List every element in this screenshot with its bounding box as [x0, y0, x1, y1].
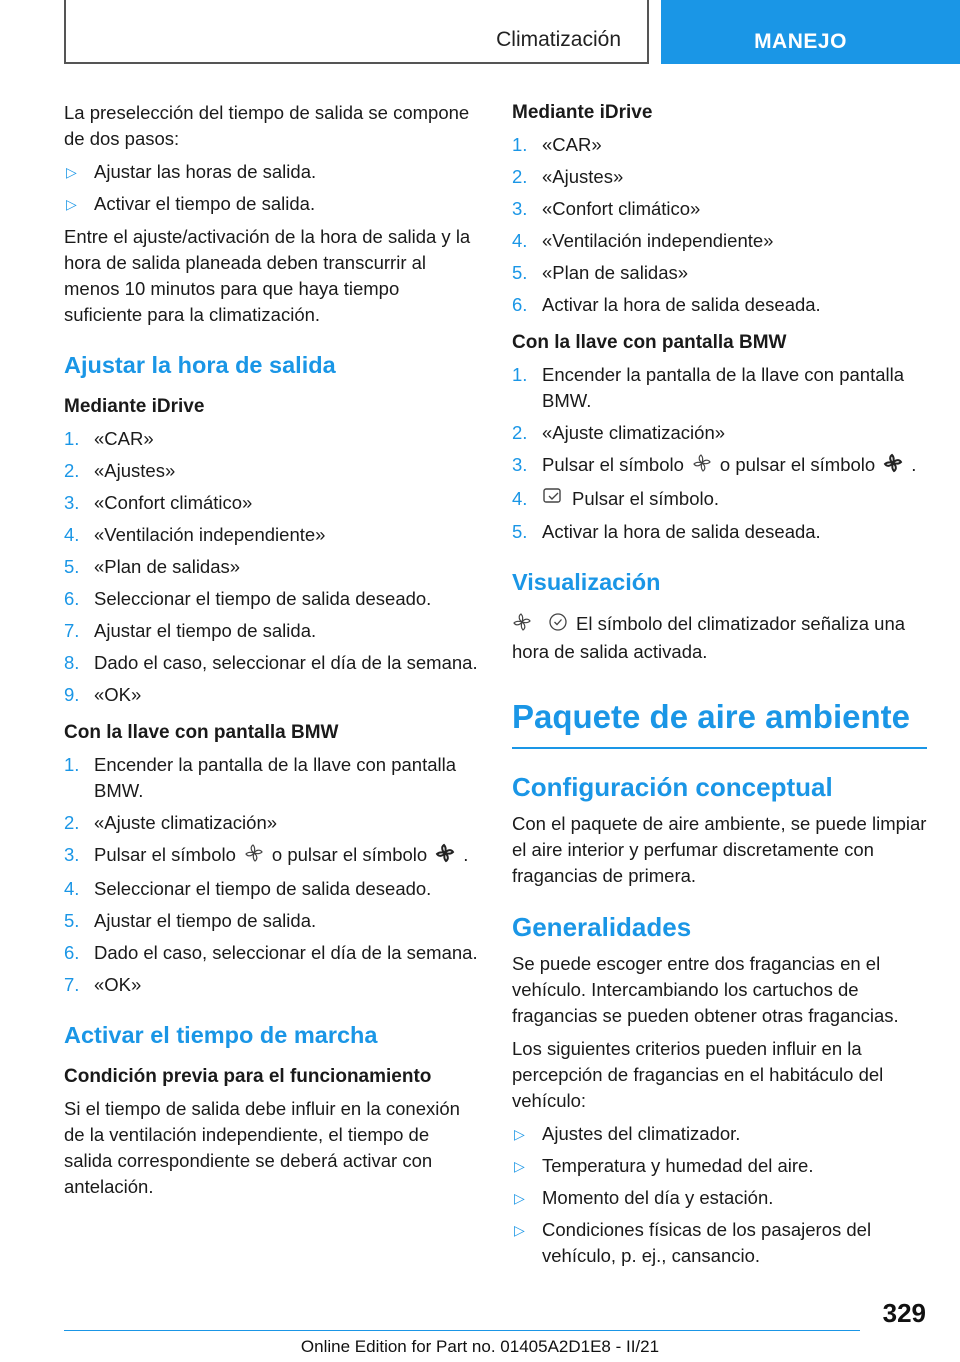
list-item: 4. Seleccionar el tiempo de salida deseado. — [64, 877, 432, 899]
subheading-idrive: Mediante iDrive — [512, 102, 653, 123]
bullet-triangle-icon: ▷ — [514, 1189, 525, 1206]
fan-icon — [692, 453, 712, 480]
key-display-icon — [542, 486, 564, 513]
concept-text: Con el paquete de aire ambiente, se puede limpiar el aire interior y perfumar discretamente con fragancias de primera. — [512, 812, 927, 886]
list-item: 8. Dado el caso, seleccionar el día de la semana. — [64, 652, 478, 673]
bullet-triangle-icon: ▷ — [66, 164, 77, 180]
list-item: 7. «OK» — [64, 973, 142, 995]
list-item: 1. «CAR» — [64, 428, 154, 449]
list-item: 9. «OK» — [64, 684, 142, 705]
subheading-prerequisite: Condición previa para el funcionamiento — [64, 1065, 432, 1087]
fan-bold-icon — [435, 843, 455, 870]
list-item: 5. «Plan de salidas» — [64, 556, 241, 577]
list-item: 6. Dado el caso, seleccionar el día de la semana. — [64, 941, 478, 963]
display-text: El símbolo del climatizador señaliza una hora de salida activada. — [512, 613, 906, 662]
key-steps — [512, 362, 927, 545]
fan-icon — [244, 843, 264, 870]
heading-display: Visualización — [512, 569, 661, 596]
key-steps — [64, 752, 479, 998]
subheading-key-display: Con la llave con pantalla BMW — [64, 722, 339, 743]
bullet-triangle-icon: ▷ — [514, 1221, 525, 1238]
list-item: ▷ Condiciones físicas de los pasajeros del vehículo, p. ej., cansancio. — [514, 1218, 872, 1266]
list-item: 3. «Confort climático» — [64, 492, 253, 513]
fan-icon — [512, 612, 532, 639]
list-item: ▷ Ajustes del climatizador. — [512, 1121, 927, 1147]
header-chapter-tab[interactable]: MANEJO — [661, 0, 960, 64]
subheading-idrive: Mediante iDrive — [64, 396, 205, 417]
list-item: 2. «Ajuste climatización» — [64, 812, 278, 833]
list-item: 1. Encender la pantalla de la llave con pantalla BMW. — [64, 754, 457, 801]
list-item: 3. «Confort climático» — [512, 198, 701, 219]
footer-divider — [64, 1330, 860, 1331]
criteria-bullets — [512, 1121, 927, 1269]
bullet-triangle-icon: ▷ — [66, 196, 77, 212]
list-item: 5. Ajustar el tiempo de salida. — [64, 909, 317, 931]
page-number: 329 — [882, 1298, 926, 1328]
heading-general: Generalidades — [512, 911, 692, 942]
subheading-key-display: Con la llave con pantalla BMW — [512, 332, 787, 353]
prerequisite-text: Si el tiempo de salida debe influir en la conexión de la ventilación independiente, el tiempo de salida correspondiente se deberá activar con antelación. — [64, 1097, 460, 1197]
list-item: ▷ Temperatura y humedad del aire. — [512, 1153, 927, 1179]
heading-concept: Configuración conceptual — [512, 771, 833, 802]
right-column — [512, 100, 927, 1276]
list-item: 6. Seleccionar el tiempo de salida deseado. — [64, 588, 432, 609]
list-item: 4. Pulsar el símbolo. — [512, 486, 927, 514]
list-item: 2. «Ajustes» — [512, 166, 624, 187]
general-text-2: Los siguientes criterios pueden influir en la percepción de fragancias en el habitáculo del vehículo: — [512, 1037, 884, 1111]
list-item: 1. «CAR» — [512, 134, 602, 155]
header-section-title: Climatización — [496, 28, 621, 51]
list-item: 2. «Ajuste climatización» — [512, 422, 726, 443]
intro-paragraph: La preselección del tiempo de salida se compone de dos pasos: — [64, 102, 470, 149]
list-item: ▷ Momento del día y estación. — [512, 1185, 927, 1211]
general-text-1: Se puede escoger entre dos fragancias en el vehículo. Intercambiando los cartuchos de fragancias se pueden obtener otras fragancias. — [512, 952, 899, 1026]
header-section-box — [64, 0, 649, 64]
footer-edition: Online Edition for Part no. 01405A2D1E8 - II/21 — [300, 1337, 660, 1356]
bullet-triangle-icon: ▷ — [514, 1125, 525, 1142]
heading-set-departure-time: Ajustar la hora de salida — [64, 352, 336, 378]
list-item: 6. Activar la hora de salida deseada. — [512, 294, 821, 315]
list-item: ▷ Activar el tiempo de salida. — [64, 191, 479, 217]
list-item: 4. «Ventilación independiente» — [512, 230, 774, 251]
clock-icon — [548, 612, 568, 639]
list-item: 2. «Ajustes» — [64, 460, 176, 481]
list-item: 3. Pulsar el símbolo o pulsar el símbolo . — [512, 452, 927, 480]
idrive-steps — [512, 132, 927, 318]
heading-ambient-air-package: Paquete de aire ambiente — [512, 695, 927, 749]
intro-bullets — [64, 159, 479, 217]
idrive-steps — [64, 426, 479, 708]
heading-activate-departure: Activar el tiempo de marcha — [64, 1021, 378, 1048]
list-item: 3. Pulsar el símbolo o pulsar el símbolo . — [64, 842, 479, 870]
list-item: 4. «Ventilación independiente» — [64, 524, 326, 545]
list-item: 5. Activar la hora de salida deseada. — [512, 521, 821, 543]
fan-bold-icon — [883, 453, 903, 480]
list-item: ▷ Ajustar las horas de salida. — [64, 159, 479, 185]
intro-text: Entre el ajuste/activación de la hora de salida y la hora de salida planeada deben transcurrir al menos 10 minutos para que haya tiempo suficiente para la climatización. — [64, 226, 471, 325]
list-item: 5. «Plan de salidas» — [512, 262, 689, 283]
left-column — [64, 100, 479, 1207]
bullet-triangle-icon: ▷ — [514, 1157, 525, 1174]
list-item: 1. Encender la pantalla de la llave con pantalla BMW. — [512, 364, 905, 411]
list-item: 7. Ajustar el tiempo de salida. — [64, 620, 317, 641]
